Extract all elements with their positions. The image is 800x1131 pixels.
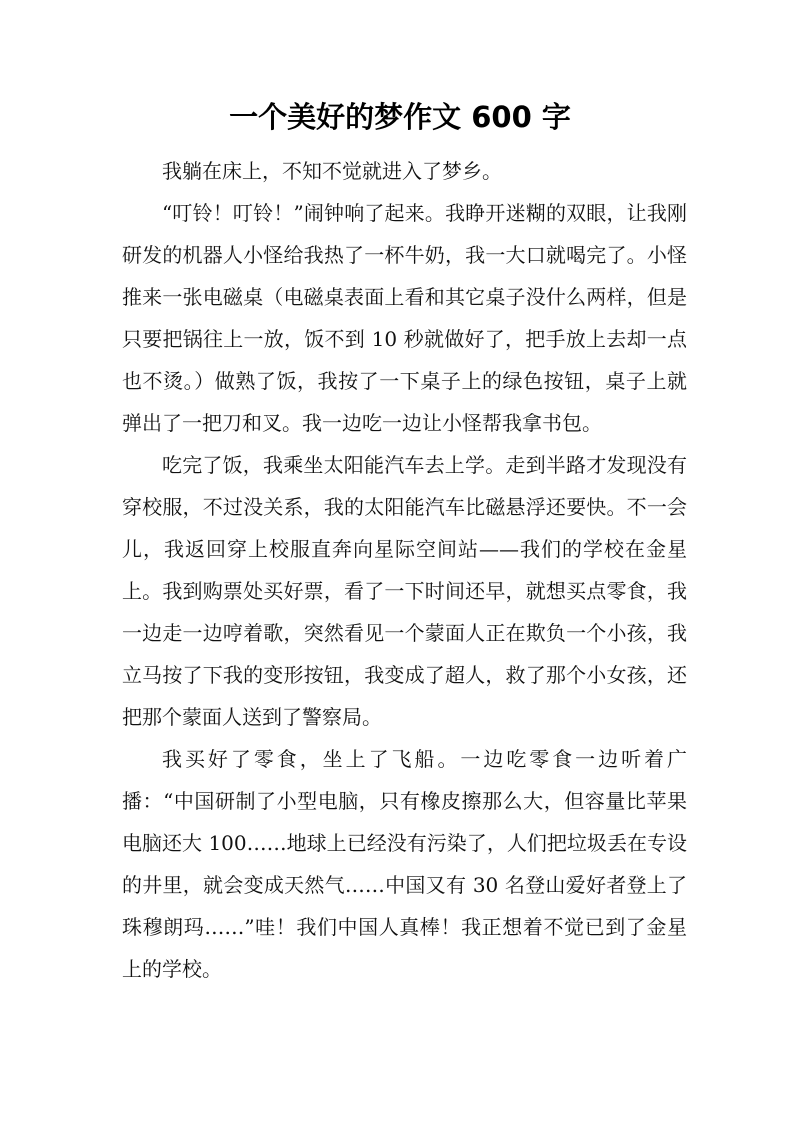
paragraph-3: 吃完了饭，我乘坐太阳能汽车去上学。走到半路才发现没有穿校服，不过没关系，我的太阳能汽车比磁悬浮还要快。不一会儿，我返回穿上校服直奔向星际空间站——我们的学校在金星上。我到购票处买好票，看了一下时间还早，就想买点零食，我一边走一边哼着歌，突然看见一个蒙面人正在欺负一个小孩，我立马按了下我的变形按钮，我变成了超人，救了那个小女孩，还把那个蒙面人送到了警察局。 — [122, 453, 687, 729]
document-body — [122, 150, 687, 990]
document-title: 一个美好的梦作文 600 字 — [229, 100, 571, 134]
paragraph-1: 我躺在床上，不知不觉就进入了梦乡。 — [162, 159, 502, 183]
paragraph-4: 我买好了零食，坐上了飞船。一边吃零食一边听着广播：“中国研制了小型电脑，只有橡皮擦那么大，但容量比苹果电脑还大 100……地球上已经没有污染了，人们把垃圾丢在专设的井里，就会变成天然气……中国又有 30 名登山爱好者登上了珠穆朗玛……”哇！我们中国人真棒！我正想着不觉已到了金星上的学校。 — [122, 747, 687, 981]
paragraph-2: “叮铃！叮铃！”闹钟响了起来。我睁开迷糊的双眼，让我刚研发的机器人小怪给我热了一杯牛奶，我一大口就喝完了。小怪推来一张电磁桌（电磁桌表面上看和其它桌子没什么两样，但是只要把锅往上一放，饭不到 10 秒就做好了，把手放上去却一点也不烫。）做熟了饭，我按了一下桌子上的绿色按钮，桌子上就弹出了一把刀和叉。我一边吃一边让小怪帮我拿书包。 — [122, 201, 687, 435]
